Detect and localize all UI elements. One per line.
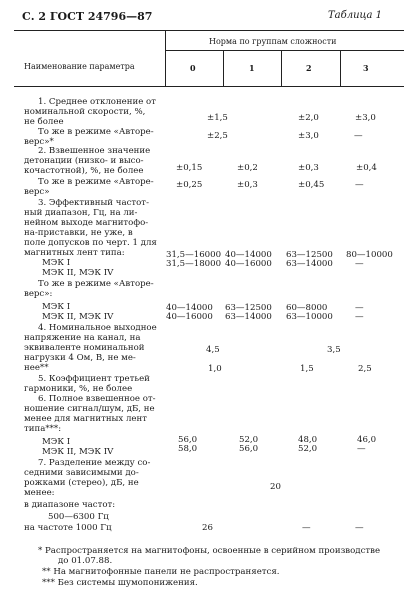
value-6-g0-a: 56,0: [178, 435, 198, 445]
page-header-left: С. 2 ГОСТ 24796—87: [22, 10, 153, 23]
value-3a-g3-b: —: [355, 312, 364, 322]
param-6-line-5: МЭК I: [42, 437, 71, 447]
value-2-g2: ±0,3: [298, 163, 319, 173]
value-3a-g1-b: 63—14000: [225, 312, 272, 322]
param-3a-line-4: МЭК II, МЭК IV: [42, 312, 114, 322]
table-top-rule: [14, 30, 404, 31]
value-5-g2: 1,5: [300, 364, 314, 374]
value-3-g2-a: 63—12500: [286, 250, 333, 260]
param-3-line-5: поле допусков по черт. 1 для: [24, 238, 157, 248]
param-5-line-2: гармоники, %, не более: [24, 384, 133, 394]
param-1a-line-1: То же в режиме «Автоpе-: [38, 127, 154, 137]
group-header-0: 0: [190, 63, 196, 73]
param-1a-line-2: верс»*: [24, 137, 54, 147]
value-7-g0: 26: [202, 523, 213, 533]
param-7-line-4: менее:: [24, 488, 55, 498]
param-2-line-1: 2. Взвешенное значение: [38, 146, 151, 156]
param-4-line-2: напряжение на канал, на: [24, 333, 141, 343]
value-4-g01: 4,5: [206, 345, 220, 355]
param-3a-line-1: То же в режиме «Автоpе-: [38, 279, 154, 289]
value-3a-g0-a: 40—14000: [166, 303, 213, 313]
param-3-line-1: 3. Эффективный частот-: [38, 198, 149, 208]
column-divider-2: [223, 50, 224, 86]
footnote-2: ** На магнитофонные панели не распространяется.: [42, 567, 280, 577]
param-7-line-1: 7. Разделение между со-: [38, 458, 151, 468]
param-6-line-2: ношение сигнал/шум, дБ, не: [24, 404, 155, 414]
value-3a-g3-a: —: [355, 303, 364, 313]
param-6-line-4: типа***:: [24, 424, 62, 434]
value-1a-g3: —: [354, 131, 363, 141]
param-2-line-2: детонации (низко- и высо-: [24, 156, 144, 166]
value-7-g2: —: [302, 523, 311, 533]
param-3-line-4: на-приставки, не уже, в: [24, 228, 133, 238]
value-3a-g1-a: 63—12500: [225, 303, 272, 313]
value-6-g3-a: 46,0: [357, 435, 377, 445]
value-7-range: 20: [270, 482, 281, 492]
value-1a-g2: ±3,0: [298, 131, 319, 141]
value-3-g1-b: 40—16000: [225, 259, 272, 269]
param-1-line-2: номинальной скорости, %,: [24, 107, 146, 117]
group-header-2: 2: [306, 63, 312, 73]
param-7-line-7: на частоте 1000 Гц: [24, 523, 112, 533]
table-label: Таблица 1: [328, 10, 383, 21]
param-4-line-4: нагрузки 4 Ом, В, не ме-: [24, 353, 136, 363]
param-4-line-3: эквиваленте номинальной: [24, 343, 145, 353]
param-3-line-2: ный диапазон, Гц, на ли-: [24, 208, 138, 218]
value-5-g0: 1,0: [208, 364, 222, 374]
param-7-line-3: рожками (стерео), дБ, не: [24, 478, 139, 488]
column-header-groups: Норма по группам сложности: [209, 37, 337, 46]
value-3-g0-b: 31,5—18000: [166, 259, 222, 269]
param-3-line-3: нейном выходе магнитофо-: [24, 218, 149, 228]
value-1a-g1: ±2,5: [207, 131, 228, 141]
group-header-1: 1: [249, 63, 255, 73]
param-3a-line-3: МЭК I: [42, 302, 71, 312]
value-5-g3: 2,5: [358, 364, 372, 374]
param-3-line-8: МЭК II, МЭК IV: [42, 268, 114, 278]
value-2a-g0: ±0,25: [176, 180, 203, 190]
column-divider-1: [165, 30, 166, 86]
param-3a-line-2: верс»:: [24, 289, 53, 299]
value-3-g1-a: 40—14000: [225, 250, 272, 260]
value-3a-g0-b: 40—16000: [166, 312, 213, 322]
param-5-line-1: 5. Коэффициент третьей: [38, 374, 150, 384]
param-7-line-2: седними зависимыми до-: [24, 468, 139, 478]
value-1-g2: ±2,0: [298, 113, 319, 123]
param-2a-line-2: верс»: [24, 187, 50, 197]
param-3-line-6: магнитных лент типа:: [24, 248, 125, 258]
value-6-g2-b: 52,0: [298, 444, 318, 454]
value-3-g3-b: —: [355, 259, 364, 269]
column-divider-4: [340, 50, 341, 86]
value-3-g3-a: 80—10000: [346, 250, 393, 260]
param-7-line-6: 500—6300 Гц: [48, 512, 109, 522]
param-4-line-5: нее**: [24, 363, 49, 373]
value-6-g2-a: 48,0: [298, 435, 318, 445]
param-1-line-3: не более: [24, 117, 64, 127]
value-2-g1: ±0,2: [237, 163, 258, 173]
value-2-g3: ±0,4: [356, 163, 377, 173]
param-6-line-3: менее для магнитных лент: [24, 414, 147, 424]
value-3a-g2-b: 63—10000: [286, 312, 333, 322]
header-bottom-rule: [14, 86, 404, 87]
value-2a-g2: ±0,45: [298, 180, 325, 190]
value-6-g3-b: —: [357, 444, 366, 454]
value-2a-g3: —: [355, 180, 364, 190]
footnote-1-line-2: до 01.07.88.: [58, 556, 113, 566]
footnote-3: *** Без системы шумопонижения.: [42, 578, 198, 588]
value-2-g0: ±0,15: [176, 163, 203, 173]
param-7-line-5: в диапазоне частот:: [24, 500, 116, 510]
param-4-line-1: 4. Номинальное выходное: [38, 323, 157, 333]
value-4-g23: 3,5: [327, 345, 341, 355]
value-3a-g2-a: 60—8000: [286, 303, 328, 313]
group-header-3: 3: [363, 63, 369, 73]
footnote-1-line-1: * Распространяется на магнитофоны, освоенные в серийном производстве: [38, 546, 381, 556]
value-1-g3: ±3,0: [355, 113, 376, 123]
value-3-g0-a: 31,5—16000: [166, 250, 222, 260]
value-1-g1: ±1,5: [207, 113, 228, 123]
value-7-g3: —: [355, 523, 364, 533]
param-3-line-7: МЭК I: [42, 258, 71, 268]
param-6-line-6: МЭК II, МЭК IV: [42, 447, 114, 457]
value-6-g1-a: 52,0: [239, 435, 259, 445]
value-6-g1-b: 56,0: [239, 444, 259, 454]
column-header-parameter: Наименование параметра: [24, 62, 135, 71]
param-2a-line-1: То же в режиме «Автоpе-: [38, 177, 154, 187]
value-6-g0-b: 58,0: [178, 444, 198, 454]
group-header-rule: [165, 50, 404, 51]
value-3-g2-b: 63—14000: [286, 259, 333, 269]
param-1-line-1: 1. Среднее отклонение от: [38, 97, 156, 107]
param-2-line-3: кочастотной), %, не более: [24, 166, 144, 176]
column-divider-3: [281, 50, 282, 86]
value-2a-g1: ±0,3: [237, 180, 258, 190]
param-6-line-1: 6. Полное взвешенное от-: [38, 394, 156, 404]
